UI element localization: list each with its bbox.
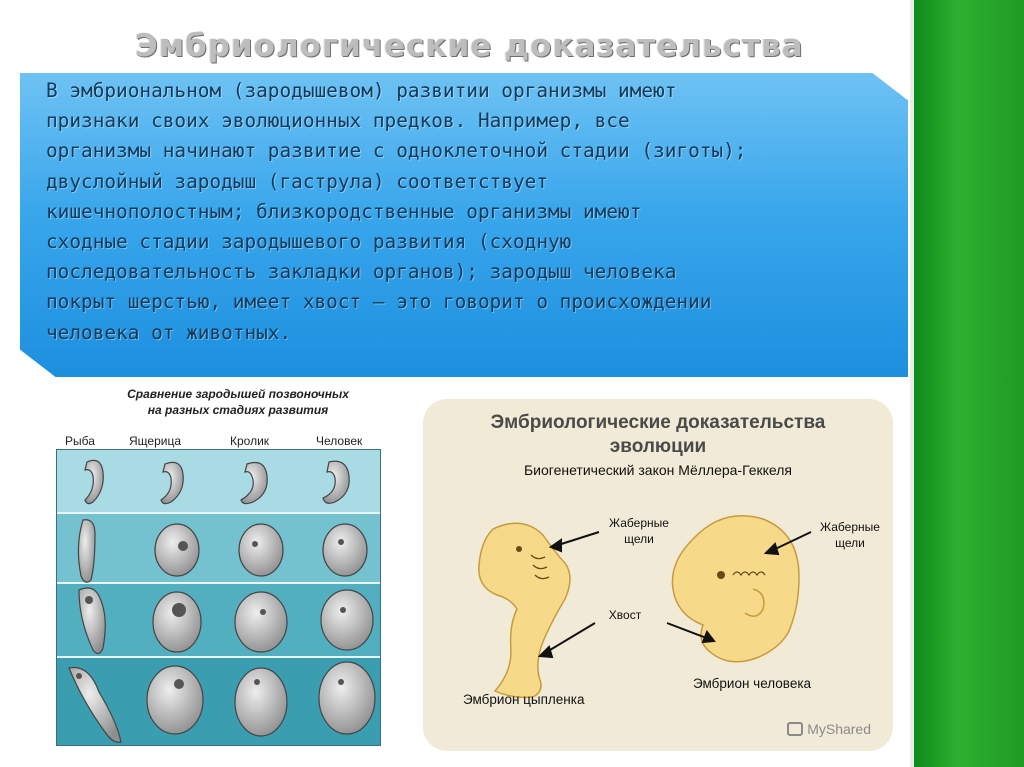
- gill-slits-label-human: [810, 519, 890, 551]
- figure-title-line2: эволюции: [609, 436, 707, 457]
- myshared-logo-icon: [787, 722, 803, 736]
- figure-title: [88, 386, 388, 418]
- figure-title-line1: Эмбриологические доказательства: [490, 412, 826, 433]
- gill-slits-label-chick-line1: Жаберные: [609, 516, 669, 530]
- embryo-rabbit-stage-3: [235, 592, 287, 652]
- embryo-fish-stage-3: [79, 588, 105, 654]
- gill-slits-label-human-line1: Жаберные: [820, 520, 880, 534]
- vertebrate-embryo-comparison-figure: [40, 383, 400, 753]
- myshared-watermark: [787, 721, 871, 737]
- text-box-body: В эмбриональном (зародышевом) развитии организмы имеют признаки своих эволюционных предков. Например, все организмы начинают развитие с одноклеточной стадии (зиготы); двуслойный зародыш (гаструла) соответствует кишечнополостным; близкородственные организмы имеют сходные стадии зародышевого развития (сходную последовательность закладки органов); зародыш человека покрыт шерстью, имеет хвост – это говорит о происхождении человека от животных.: [46, 79, 747, 344]
- gill-slits-label-chick: [599, 515, 679, 547]
- green-side-bar: [914, 0, 1024, 767]
- column-label-human: Человек: [316, 434, 363, 448]
- embryo-fish-stage-4: [69, 668, 121, 743]
- embryo-human-stage-3: [321, 590, 373, 650]
- embryo-lizard-stage-3: [153, 592, 201, 652]
- embryo-human-stage-4: [319, 662, 375, 734]
- human-embryo-caption: Эмбрион человека: [693, 676, 812, 691]
- gill-slits-label-chick-line2: щели: [624, 532, 654, 546]
- gill-slits-label-human-line2: щели: [835, 536, 865, 550]
- embryo-fish-stage-1: [85, 460, 103, 503]
- embryo-drawings: [57, 450, 380, 745]
- embryo-human-stage-2: [323, 524, 367, 576]
- embryo-rabbit-stage-4: [235, 668, 287, 736]
- embryo-lizard-stage-1: [161, 462, 183, 503]
- column-label-rabbit: Кролик: [230, 434, 270, 448]
- embryo-fish-stage-2: [78, 520, 95, 582]
- tail-label: Хвост: [608, 608, 642, 622]
- figure-title-line2: на разных стадиях развития: [147, 403, 329, 417]
- human-embryo-drawing: [672, 516, 799, 662]
- watermark-text: MyShared: [807, 721, 871, 737]
- figure-title-line1: Сравнение зародышей позвоночных: [127, 387, 349, 401]
- embryo-rabbit-stage-2: [239, 524, 283, 576]
- embryo-human-stage-1: [323, 461, 349, 503]
- embryo-lizard-stage-4: [147, 666, 203, 734]
- embryo-lizard-stage-2: [155, 524, 199, 576]
- biogenetic-law-figure: [423, 399, 893, 751]
- column-label-lizard: Ящерица: [129, 434, 182, 448]
- figure-subtitle: Биогенетический закон Мёллера-Геккеля: [523, 462, 792, 478]
- column-label-fish: Рыба: [65, 434, 95, 448]
- slide-title: Эмбриологические доказательства: [135, 28, 804, 64]
- embryo-rabbit-stage-1: [241, 463, 267, 504]
- embryo-grid: [56, 449, 381, 746]
- chick-embryo-caption: Эмбрион цыпленка: [463, 692, 585, 707]
